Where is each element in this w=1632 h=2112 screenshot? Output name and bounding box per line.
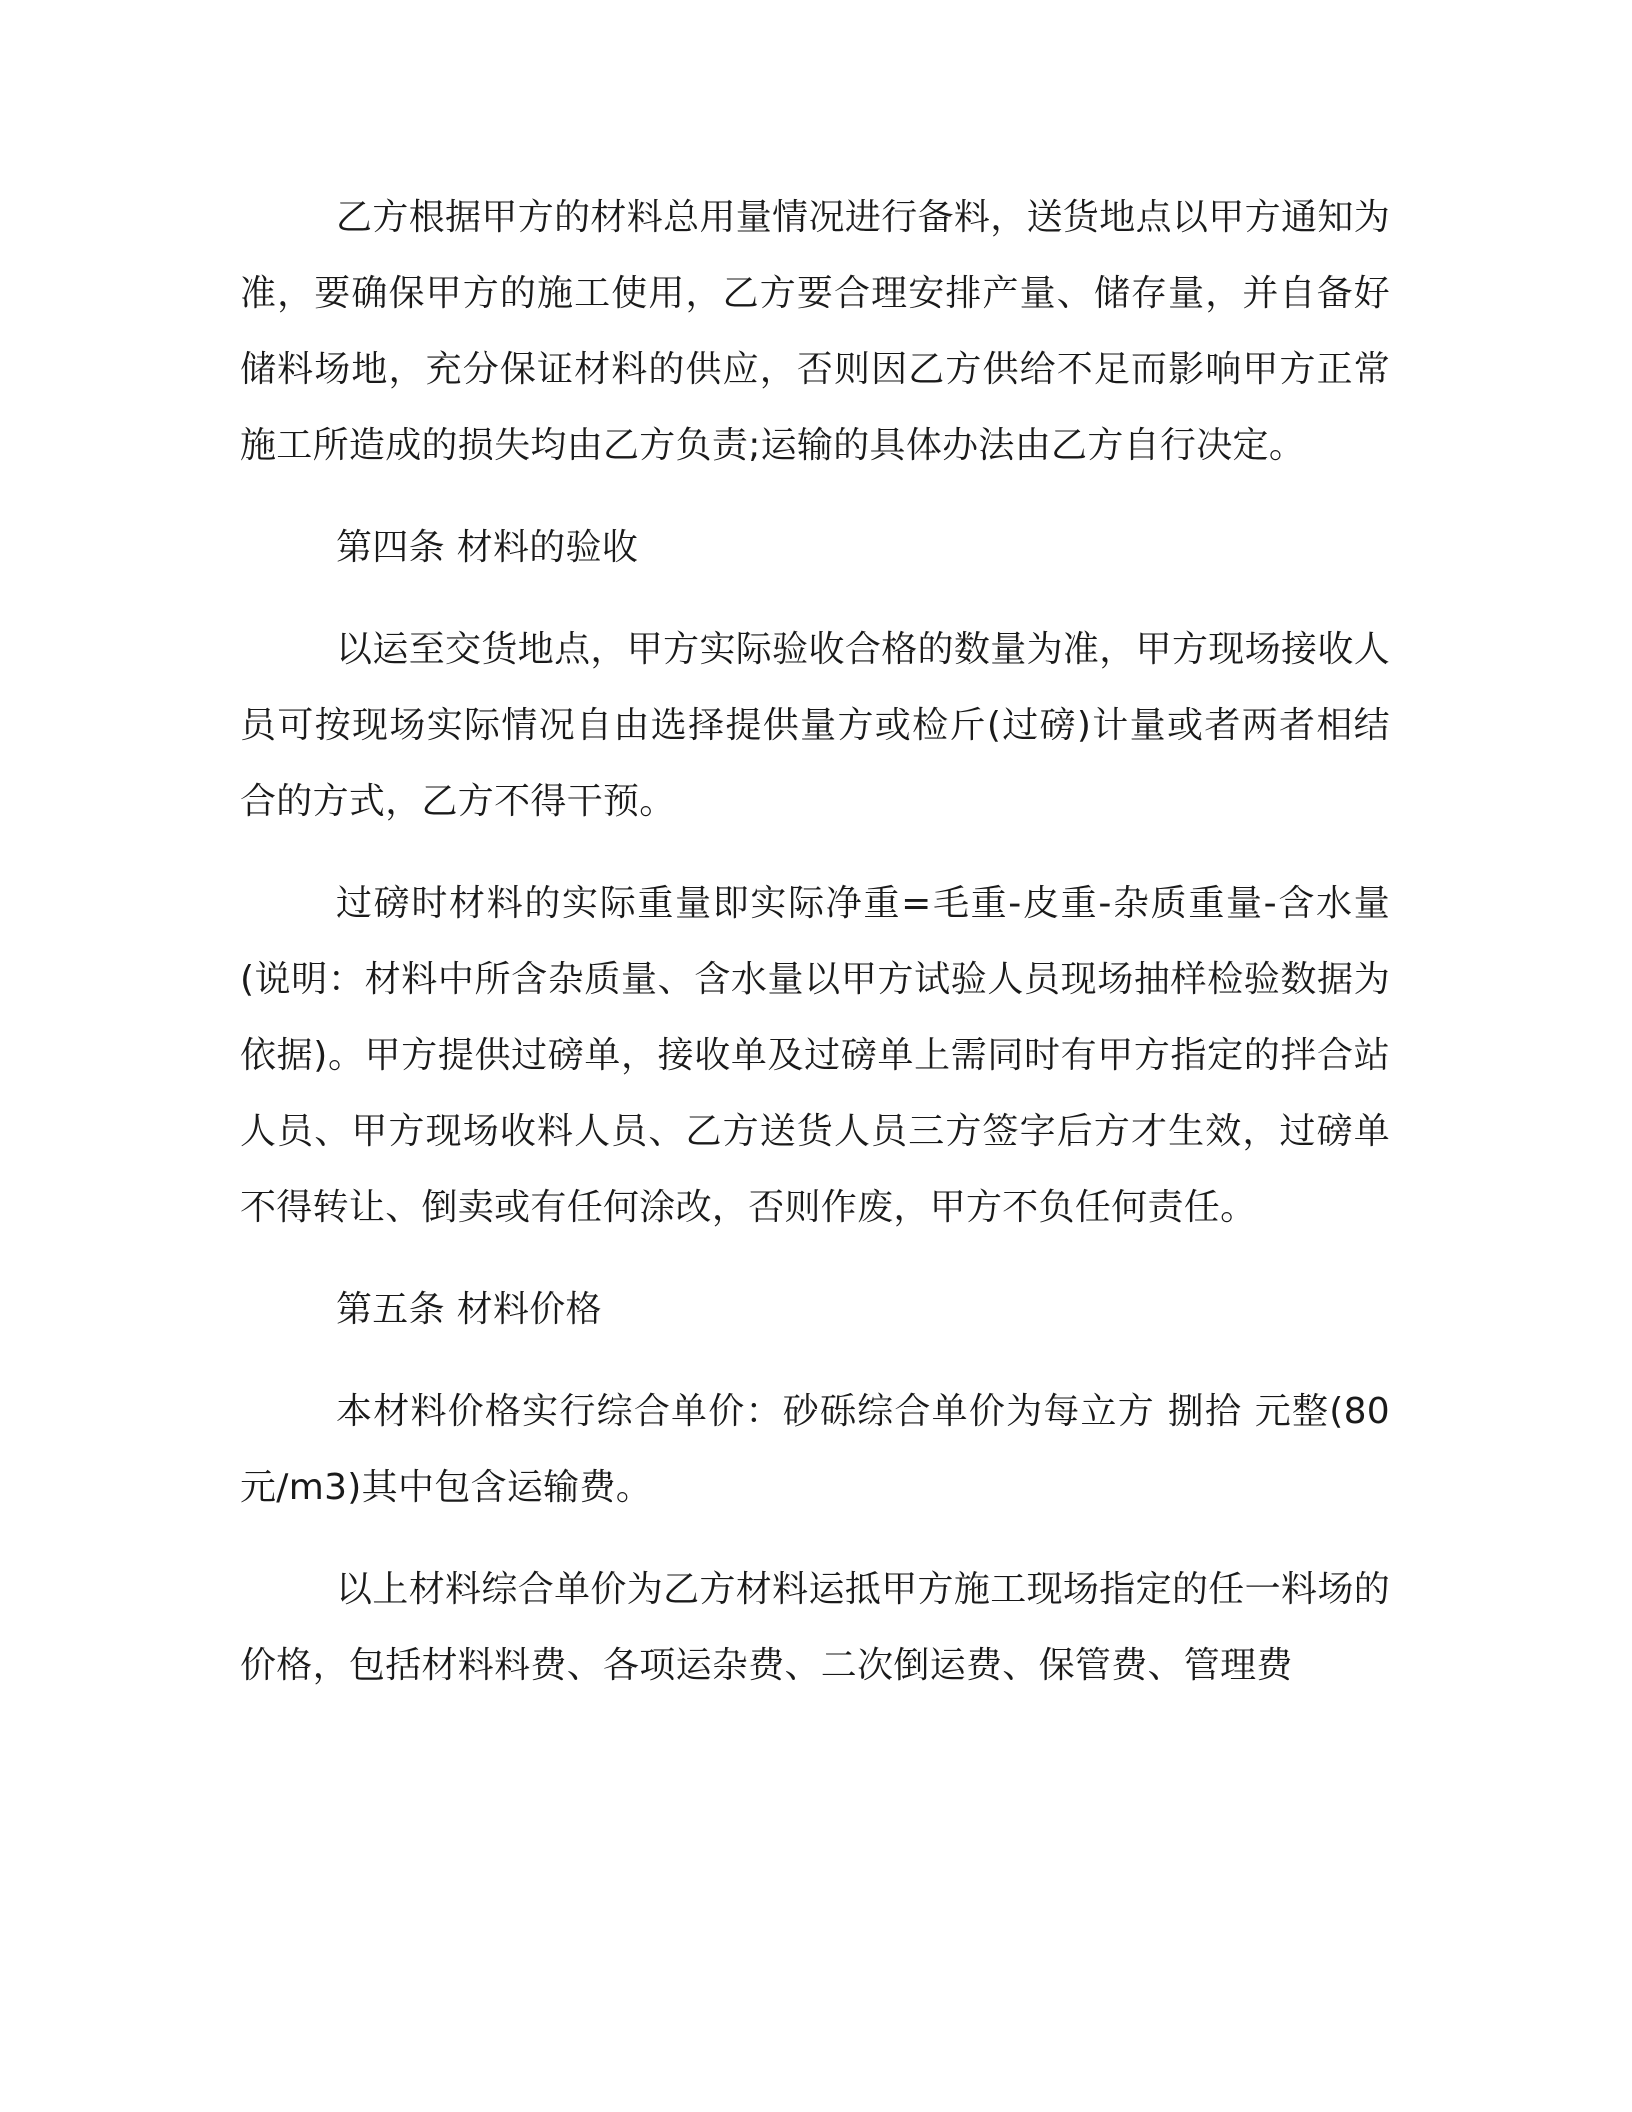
paragraph-material-preparation: 乙方根据甲方的材料总用量情况进行备料，送货地点以甲方通知为准，要确保甲方的施工使用，乙方要合理安排产量、储存量，并自备好储料场地，充分保证材料的供应，否则因乙方供给不足而影响甲方正常施工所造成的损失均由乙方负责;运输的具体办法由乙方自行决定。 [240,197,1390,466]
section-heading-article-4: 第四条 材料的验收 [336,527,639,568]
section-heading-article-5: 第五条 材料价格 [336,1289,602,1330]
document-body [240,180,1390,1730]
paragraph-acceptance: 以运至交货地点，甲方实际验收合格的数量为准，甲方现场接收人员可按现场实际情况自由选择提供量方或检斤(过磅)计量或者两者相结合的方式，乙方不得干预。 [240,629,1390,822]
paragraph-unit-price: 本材料价格实行综合单价：砂砾综合单价为每立方 捌拾 元整(80元/m3)其中包含运输费。 [240,1391,1390,1508]
paragraph-weighing: 过磅时材料的实际重量即实际净重=毛重-皮重-杂质重量-含水量(说明：材料中所含杂质量、含水量以甲方试验人员现场抽样检验数据为依据)。甲方提供过磅单，接收单及过磅单上需同时有甲方指定的拌合站人员、甲方现场收料人员、乙方送货人员三方签字后方才生效，过磅单不得转让、倒卖或有任何涂改，否则作废，甲方不负任何责任。 [240,883,1390,1228]
paragraph-price-scope: 以上材料综合单价为乙方材料运抵甲方施工现场指定的任一料场的价格，包括材料料费、各项运杂费、二次倒运费、保管费、管理费 [240,1569,1390,1686]
